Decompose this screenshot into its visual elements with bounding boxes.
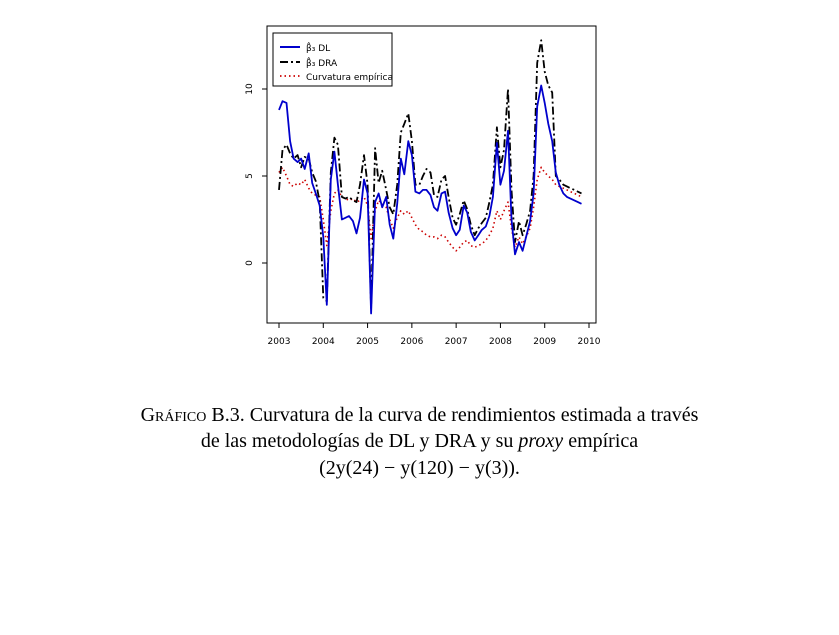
legend-label-dra: β̂₃ DRA (306, 59, 338, 69)
x-tick-label: 2008 (488, 337, 512, 347)
caption-formula: (2y(24) − y(120) − y(3)). (319, 457, 520, 479)
x-tick-label: 2004 (311, 337, 335, 347)
figure-caption-line-3 (0, 455, 839, 481)
y-tick-label: 10 (245, 83, 255, 95)
y-axis (245, 83, 267, 266)
x-tick-label: 2007 (444, 337, 468, 347)
legend-label-dl: β̂₃ DL (306, 44, 331, 54)
x-tick-label: 2005 (356, 337, 380, 347)
figure-caption-line-2 (0, 428, 839, 454)
y-tick-label: 0 (245, 260, 255, 266)
y-tick-label: 5 (245, 173, 255, 179)
caption-text-2a: de las metodologías de DL y DRA y su (200, 430, 519, 452)
x-axis (268, 323, 601, 347)
caption-text-1: Curvatura de la curva de rendimientos estimada a través (249, 404, 699, 426)
series-empirica-line (279, 167, 582, 251)
series-dl-line (279, 86, 582, 314)
x-tick-label: 2009 (533, 337, 557, 347)
legend-label-empirica: Curvatura empírica (306, 73, 394, 83)
caption-text-2b: empírica (563, 430, 639, 452)
x-tick-label: 2006 (400, 337, 424, 347)
figure-label: Gráfico B.3. (140, 404, 245, 426)
x-tick-label: 2003 (267, 337, 291, 347)
caption-text-2-italic: proxy (518, 430, 564, 452)
x-tick-label: 2010 (577, 337, 601, 347)
figure-caption-line-1 (0, 402, 839, 428)
legend (273, 33, 393, 86)
